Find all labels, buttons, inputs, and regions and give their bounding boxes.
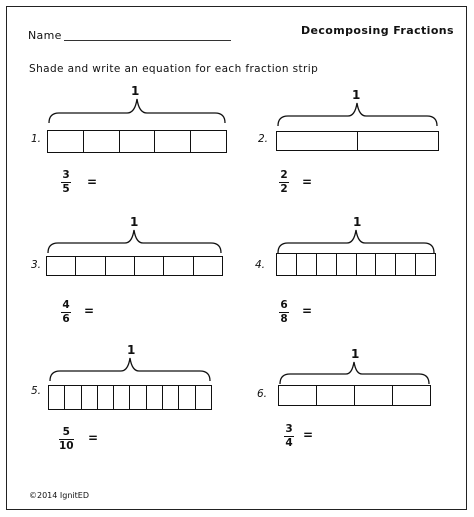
equals-sign: = (303, 428, 314, 442)
strip-cell[interactable] (82, 386, 98, 409)
whole-label: 1 (353, 215, 362, 229)
name-input-line[interactable] (64, 40, 231, 41)
fraction (59, 427, 74, 452)
equals-sign: = (88, 431, 99, 445)
fraction (284, 424, 294, 449)
equals-sign: = (84, 304, 95, 318)
equals-sign: = (302, 304, 313, 318)
numerator: 2 (280, 169, 288, 181)
strip-cell[interactable] (416, 254, 435, 275)
brace-icon (46, 226, 223, 256)
strip-cell[interactable] (84, 131, 120, 152)
strip-cell[interactable] (120, 131, 156, 152)
problem-number: 4. (255, 259, 266, 271)
strip-cell[interactable] (393, 386, 430, 405)
fraction (61, 300, 71, 325)
numerator: 4 (62, 299, 70, 311)
instructions: Shade and write an equation for each fraction strip (29, 63, 319, 75)
strip-cell[interactable] (357, 254, 377, 275)
strip-cell[interactable] (317, 254, 337, 275)
strip-cell[interactable] (297, 254, 317, 275)
denominator: 5 (62, 183, 70, 195)
brace-icon (278, 358, 431, 386)
numerator: 3 (285, 423, 293, 435)
numerator: 5 (62, 426, 70, 438)
problem-number: 6. (257, 388, 268, 400)
problem-number: 3. (31, 259, 42, 271)
strip-cell[interactable] (98, 386, 114, 409)
strip-cell[interactable] (376, 254, 396, 275)
strip-cell[interactable] (65, 386, 81, 409)
brace-icon (47, 95, 227, 127)
brace-icon (48, 354, 212, 384)
strip-cell[interactable] (194, 257, 222, 275)
strip-cell[interactable] (114, 386, 130, 409)
strip-cell[interactable] (358, 132, 438, 150)
whole-label: 1 (130, 215, 139, 229)
problem-number: 2. (258, 133, 269, 145)
strip-cell[interactable] (106, 257, 135, 275)
strip-cell[interactable] (191, 131, 226, 152)
strip-cell[interactable] (155, 131, 191, 152)
strip-cell[interactable] (130, 386, 146, 409)
equals-sign: = (302, 175, 313, 189)
fraction (279, 300, 289, 325)
copyright-notice: ©2014 IgnitED (29, 491, 89, 500)
name-label: Name (28, 29, 62, 42)
strip-cell[interactable] (277, 254, 297, 275)
numerator: 3 (62, 169, 70, 181)
whole-label: 1 (351, 347, 360, 361)
denominator: 8 (280, 313, 288, 325)
whole-label: 1 (127, 343, 136, 357)
strip-cell[interactable] (47, 257, 76, 275)
whole-label: 1 (131, 84, 140, 98)
strip-cell[interactable] (164, 257, 193, 275)
strip-cell[interactable] (196, 386, 211, 409)
strip-cell[interactable] (179, 386, 195, 409)
strip-cell[interactable] (163, 386, 179, 409)
strip-cell[interactable] (317, 386, 355, 405)
strip-cell[interactable] (147, 386, 163, 409)
strip-cell[interactable] (76, 257, 105, 275)
strip-cell[interactable] (48, 131, 84, 152)
brace-icon (276, 99, 439, 129)
fraction-strip[interactable] (48, 385, 212, 410)
strip-cell[interactable] (49, 386, 65, 409)
strip-cell[interactable] (337, 254, 357, 275)
denominator: 4 (285, 437, 293, 449)
numerator: 6 (280, 299, 288, 311)
fraction-strip[interactable] (46, 256, 223, 276)
strip-cell[interactable] (396, 254, 416, 275)
fraction-strip[interactable] (276, 253, 436, 276)
equals-sign: = (87, 175, 98, 189)
whole-label: 1 (352, 88, 361, 102)
strip-cell[interactable] (135, 257, 164, 275)
denominator: 10 (59, 440, 74, 452)
strip-cell[interactable] (355, 386, 393, 405)
fraction (61, 170, 71, 195)
denominator: 6 (62, 313, 70, 325)
brace-icon (276, 226, 436, 256)
strip-cell[interactable] (279, 386, 317, 405)
fraction-strip[interactable] (47, 130, 227, 153)
worksheet-title: Decomposing Fractions (301, 24, 454, 37)
problem-number: 5. (31, 385, 42, 397)
strip-cell[interactable] (277, 132, 358, 150)
fraction (279, 170, 289, 195)
problem-number: 1. (31, 133, 42, 145)
fraction-strip[interactable] (278, 385, 431, 406)
fraction-strip[interactable] (276, 131, 439, 151)
denominator: 2 (280, 183, 288, 195)
